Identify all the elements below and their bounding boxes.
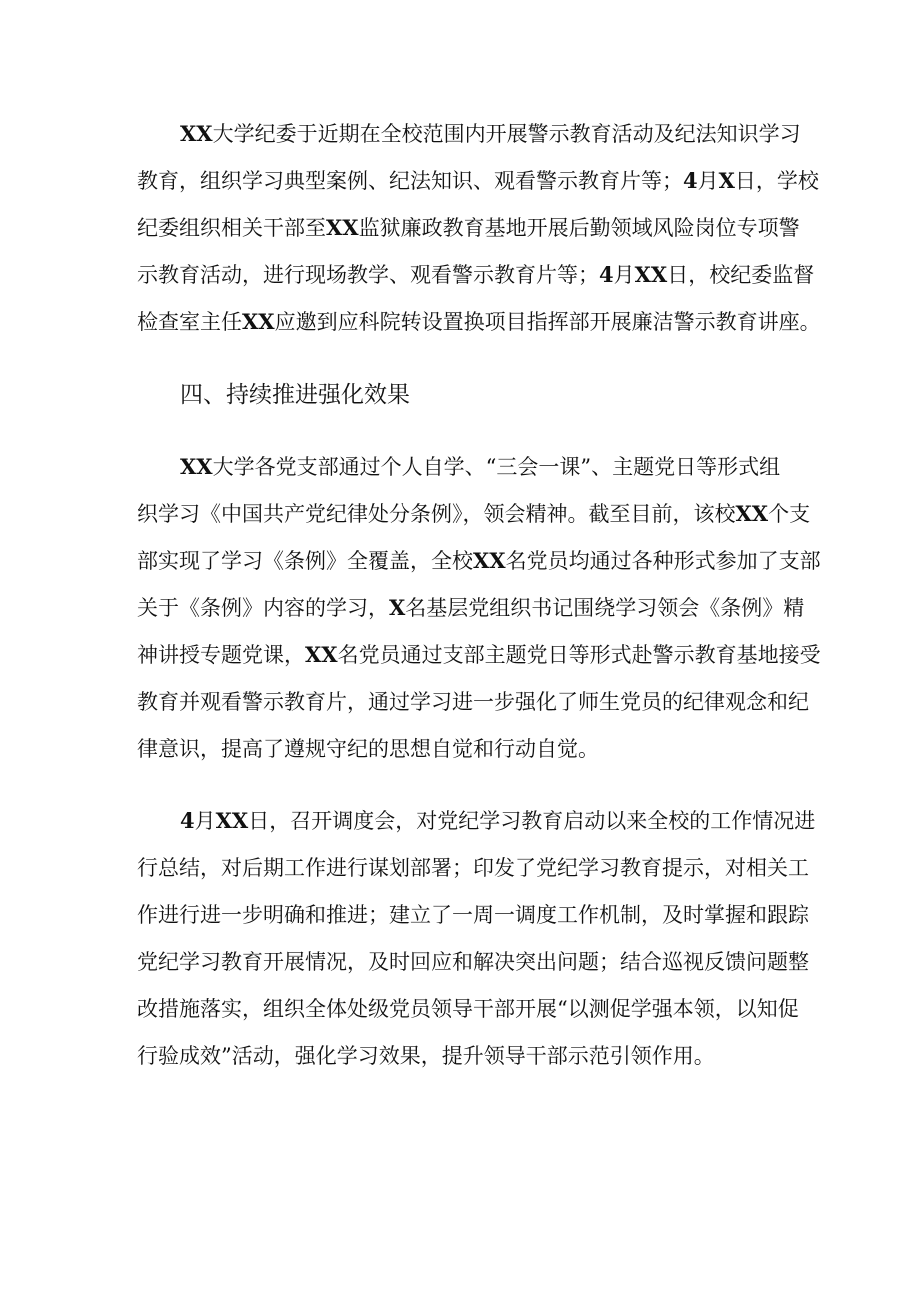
bold-text: 4: [599, 262, 614, 287]
paragraph2-line5: [137, 640, 821, 670]
text: 日，召开调度会，对党纪学习教育启动以来全校的工作情况进: [248, 809, 816, 833]
bold-text: XX: [735, 501, 769, 526]
bold-text: XX: [473, 548, 506, 573]
paragraph2-line2: [137, 499, 810, 529]
text: 月: [613, 263, 635, 287]
text: 教育并观看警示教育片，通过学习进一步强化了师生党员的纪律观念和纪: [137, 690, 809, 714]
text: 月: [697, 169, 719, 193]
text: 行总结，对后期工作进行谋划部署；印发了党纪学习教育提示，对相关工: [137, 856, 809, 880]
text: 示教育活动，进行现场教学、观看警示教育片等；: [137, 263, 599, 287]
paragraph3-line4: [137, 947, 809, 977]
text: 关于《条例》内容的学习，: [137, 596, 389, 620]
text: 月: [194, 809, 216, 833]
paragraph2-line3: [137, 546, 821, 576]
paragraph1-line5: [137, 307, 821, 337]
paragraph1-line1: [180, 119, 801, 149]
text: 个支: [768, 502, 811, 526]
text: 名党员均通过各种形式参加了支部: [505, 549, 821, 573]
text: 作进行进一步明确和推进；建立了一周一调度工作机制，及时掌握和跟踪: [137, 903, 809, 927]
paragraph3-line5: [137, 994, 799, 1024]
text: 纪委组织相关干部至: [137, 216, 326, 240]
text: 改措施落实，组织全体处级党员领导干部开展“以测促学强本领，以知促: [137, 997, 799, 1021]
text: 名党员通过支部主题党日等形式赴警示教育基地接受: [337, 643, 821, 667]
bold-text: XX: [242, 309, 275, 334]
paragraph1-line3: [137, 213, 800, 243]
paragraph2-line6: [137, 687, 809, 717]
bold-text: XX: [180, 121, 213, 146]
bold-text: XX: [180, 454, 213, 479]
text: 应邀到应科院转设置换项目指挥部开展廉洁警示教育讲座。: [274, 310, 821, 334]
text: 日，学校: [734, 169, 819, 193]
paragraph1-line4: [137, 260, 814, 290]
bold-text: X: [389, 595, 406, 620]
bold-text: XX: [215, 808, 249, 833]
bold-text: 4: [683, 168, 698, 193]
paragraph2-line4: [137, 593, 804, 623]
text: 教育，组织学习典型案例、纪法知识、观看警示教育片等；: [137, 169, 683, 193]
paragraph2-line7: [137, 734, 599, 764]
text: 大学各党支部通过个人自学、“三会一课”、主题党日等形式组: [212, 455, 781, 479]
bold-text: X: [718, 168, 735, 193]
text: 监狱廉政教育基地开展后勤领域风险岗位专项警: [358, 216, 800, 240]
bold-text: 4: [180, 808, 195, 833]
text: 日，校纪委监督: [667, 263, 815, 287]
text: 织学习《中国共产党纪律处分条例》，领会精神。截至目前，该校: [137, 502, 736, 526]
bold-text: XX: [305, 642, 338, 667]
text: 部实现了学习《条例》全覆盖，全校: [137, 549, 473, 573]
text: 检查室主任: [137, 310, 242, 334]
paragraph3-line6: [137, 1041, 715, 1071]
paragraph3-line2: [137, 853, 809, 883]
text: 律意识，提高了遵规守纪的思想自觉和行动自觉。: [137, 737, 599, 761]
text: 党纪学习教育开展情况，及时回应和解决突出问题；结合巡视反馈问题整: [137, 950, 809, 974]
paragraph3-line1: [180, 806, 815, 836]
section-heading: 四、持续推进强化效果: [180, 382, 410, 408]
bold-text: XX: [326, 215, 359, 240]
text: 大学纪委于近期在全校范围内开展警示教育活动及纪法知识学习: [212, 122, 801, 146]
paragraph3-line3: [137, 900, 809, 930]
paragraph1-line2: [137, 166, 819, 196]
text: 行验成效”活动，强化学习效果，提升领导干部示范引领作用。: [137, 1044, 715, 1068]
paragraph2-line1: [180, 452, 780, 482]
text: 神讲授专题党课，: [137, 643, 305, 667]
text: 名基层党组织书记围绕学习领会《条例》精: [405, 596, 805, 620]
bold-text: XX: [634, 262, 668, 287]
